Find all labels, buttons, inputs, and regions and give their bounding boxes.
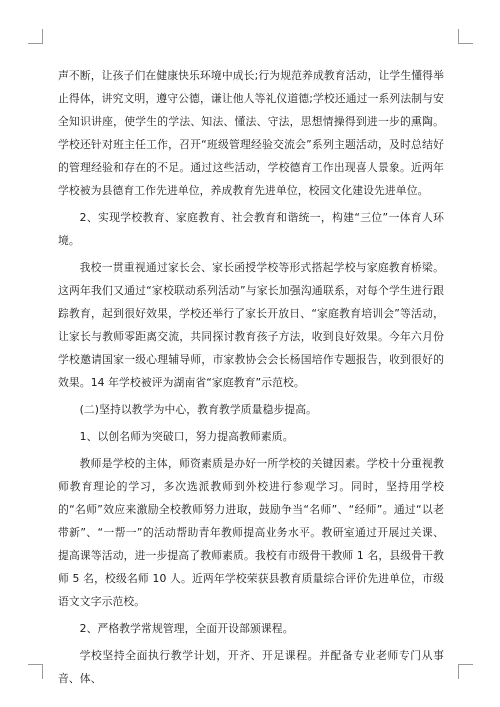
crop-mark-top-right [458,29,473,44]
paragraph: 教师是学校的主体，师资素质是办好一所学校的关键因素。学校十分重视教师教育理论的学习，多次选派教师到外校进行参观学习。同时，坚持用学校的“名师”效应来激励全校教师努力进取，鼓励争当“名师”、“经师”。通过“以老带新”、“一帮一”的活动帮助青年教师提高业务水平。教研室通过开展过关课、提高课等活动，进一步提高了教师素质。我校有市级骨干教师 1 名，县级骨干教师 5 名，校级名师 10 人。近两年学校荣获县教育质量综合评价先进单位，市级语文文字示范校。 [58,457,444,608]
paragraph: 声不断，让孩子们在健康快乐环境中成长;行为规范养成教育活动，让学生懂得举止得体，讲究文明，遵守公德，谦让他人等礼仪道德;学校还通过一系列法制与安全知识讲座，使学生的学法、知法、懂法、守法，思想情操得到进一步的熏陶。学校还针对班主任工作，召开“班级管理经验交流会”系列主题活动，及时总结好的管理经验和存在的不足。通过这些活动，学校德育工作出现喜人景象。近两年学校被为县德育工作先进单位，养成教育先进单位，校园文化建设先进单位。 [58,69,444,197]
document-body [58,64,444,694]
crop-mark-top-left [28,29,43,44]
section-heading: (二)坚持以教学为中心，教育教学质量稳步提高。 [79,403,318,416]
paragraph: 学校坚持全面执行教学计划，开齐、开足课程。并配备专业老师专门从事音、体、 [58,649,444,685]
paragraph: 2、实现学校教育、家庭教育、社会教育和谐统一，构建“三位”一体育人环境。 [58,211,444,247]
crop-mark-bottom-left [28,664,43,679]
paragraph: 我校一贯重视通过家长会、家长函授学校等形式搭起学校与家庭教育桥梁。这两年我们又通过“家校联动系列活动”与家长加强沟通联系，对每个学生进行跟踪教育，起到很好效果，学校还举行了家长开放日、“家庭教育培训会”等活动，让家长与教师零距离交流，共同探讨教育孩子方法，收到良好效果。今年六月份学校邀请国家一级心理辅导师，市家教协会会长杨国培作专题报告，收到很好的效果。14 年学校被评为湖南省“家庭教育”示范校。 [58,261,444,389]
subsection-heading: 1、以创名师为突破口，努力提高教师素质。 [79,430,294,443]
crop-mark-bottom-right [458,664,473,679]
subsection-heading: 2、严格教学常规管理，全面开设部颁课程。 [79,622,294,635]
